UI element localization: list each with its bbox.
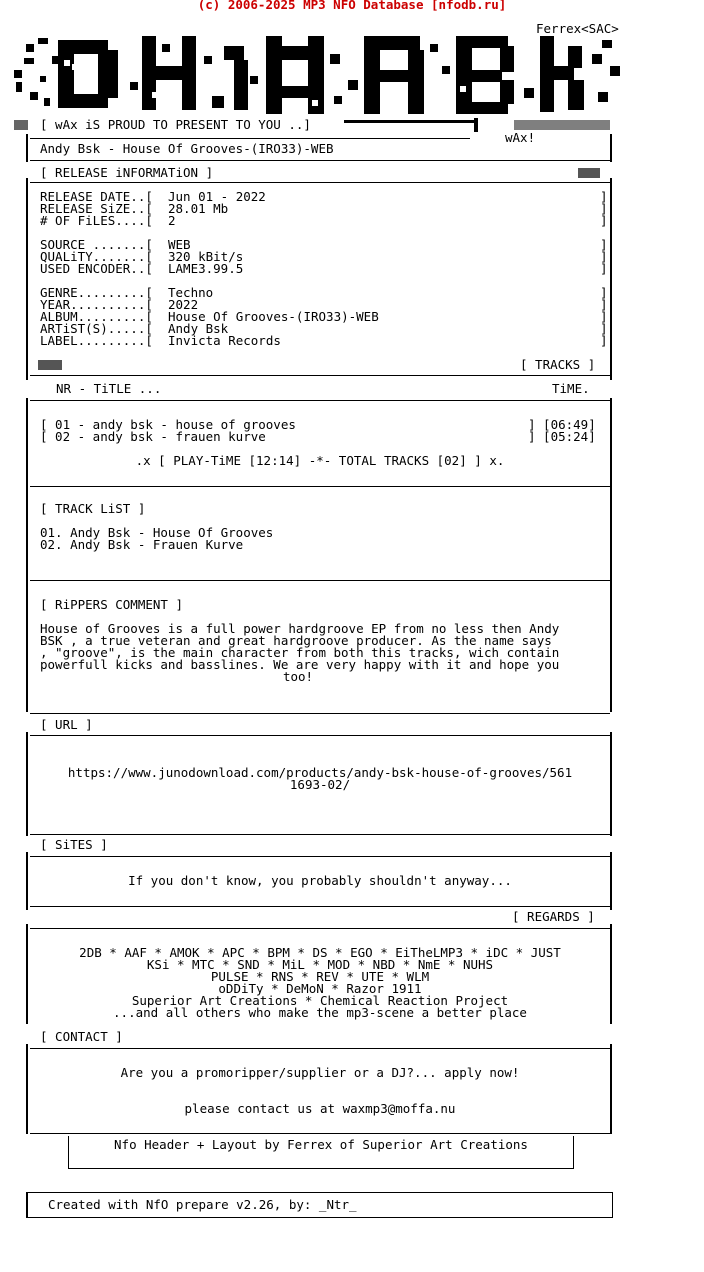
- info-value: WEB: [168, 237, 191, 252]
- sites-title: [ SiTES ]: [40, 837, 108, 852]
- nfodb-credit: (c) 2006-2025 MP3 NFO Database [nfodb.ru]: [197, 0, 507, 12]
- comment-line: too!: [282, 669, 314, 684]
- release-info-title: [ RELEASE iNFORMATiON ]: [40, 165, 214, 180]
- info-value: 2022: [168, 297, 199, 312]
- group-tag: wAx!: [505, 130, 536, 145]
- contact-line-1: Are you a promoripper/supplier or a DJ?... apply now!: [120, 1065, 520, 1080]
- regards-title: [ REGARDS ]: [512, 909, 595, 924]
- info-close-bracket: ]: [600, 321, 608, 336]
- track-row-1-time: ] [06:49]: [528, 417, 596, 432]
- info-key: GENRE.........[: [40, 285, 153, 300]
- info-close-bracket: ]: [600, 333, 608, 348]
- release-name: Andy Bsk - House Of Grooves-(IRO33)-WEB: [40, 141, 334, 156]
- info-value: 320 kBit/s: [168, 249, 244, 264]
- info-key: LABEL.........[: [40, 333, 153, 348]
- regards-line: 2DB * AAF * AMOK * APC * BPM * DS * EGO * EiTheLMP3 * iDC * JUST: [79, 945, 561, 960]
- info-close-bracket: ]: [600, 201, 608, 216]
- tracks-col-time: TiME.: [552, 381, 590, 396]
- track-row-1-title: [ 01 - andy bsk - house of grooves: [40, 417, 296, 432]
- created-with: Created with NfO prepare v2.26, by: _Ntr_: [48, 1197, 357, 1212]
- regards-line: Superior Art Creations * Chemical Reaction Project: [131, 993, 509, 1008]
- comment-line: powerfull kicks and basslines. We are very happy with it and hope you: [40, 657, 560, 672]
- info-value: Invicta Records: [168, 333, 281, 348]
- tracklist-title: [ TRACK LiST ]: [40, 501, 146, 516]
- info-close-bracket: ]: [600, 285, 608, 300]
- info-value: Jun 01 - 2022: [168, 189, 266, 204]
- layout-credit: Nfo Header + Layout by Ferrex of Superior Art Creations: [114, 1137, 528, 1152]
- comment-line: House of Grooves is a full power hardgroove EP from no less then Andy: [40, 621, 560, 636]
- tracklist-item-2: 02. Andy Bsk - Frauen Kurve: [40, 537, 244, 552]
- url-title: [ URL ]: [40, 717, 93, 732]
- info-close-bracket: ]: [600, 297, 608, 312]
- info-key: RELEASE SiZE..[: [40, 201, 153, 216]
- info-close-bracket: ]: [600, 261, 608, 276]
- info-key: QUALiTY.......[: [40, 249, 153, 264]
- info-key: USED ENCODER..[: [40, 261, 153, 276]
- header-artist-tag: Ferrex<SAC>: [536, 21, 619, 36]
- track-row-2-time: ] [05:24]: [528, 429, 596, 444]
- regards-line: ...and all others who make the mp3-scene a better place: [113, 1005, 527, 1020]
- info-value: 28.01 Mb: [168, 201, 229, 216]
- tracklist-item-1: 01. Andy Bsk - House Of Grooves: [40, 525, 274, 540]
- dither-block-2: [38, 360, 62, 370]
- wax-logo-art: [12, 36, 624, 116]
- url-line-1[interactable]: https://www.junodownload.com/products/andy-bsk-house-of-grooves/561: [67, 765, 573, 780]
- info-key: # OF FiLES....[: [40, 213, 153, 228]
- regards-line: oDDiTy * DeMoN * Razor 1911: [218, 981, 422, 996]
- info-key: SOURCE .......[: [40, 237, 153, 252]
- info-value: Andy Bsk: [168, 321, 229, 336]
- info-value: House Of Grooves-(IRO33)-WEB: [168, 309, 379, 324]
- comment-title: [ RiPPERS COMMENT ]: [40, 597, 183, 612]
- regards-line: KSi * MTC * SND * MiL * MOD * NBD * NmE * NUHS: [146, 957, 494, 972]
- info-key: ALBUM.........[: [40, 309, 153, 324]
- info-close-bracket: ]: [600, 249, 608, 264]
- contact-line-2[interactable]: please contact us at waxmp3@moffa.nu: [184, 1101, 456, 1116]
- sites-text: If you don't know, you probably shouldn't anyway...: [128, 873, 512, 888]
- info-key: RELEASE DATE..[: [40, 189, 153, 204]
- info-close-bracket: ]: [600, 237, 608, 252]
- tracks-col-title: NR - TiTLE ...: [56, 381, 162, 396]
- proud-line: [ wAx iS PROUD TO PRESENT TO YOU ..]: [40, 117, 311, 132]
- regards-line: PULSE * RNS * REV * UTE * WLM: [210, 969, 430, 984]
- url-line-2[interactable]: 1693-02/: [289, 777, 351, 792]
- info-close-bracket: ]: [600, 189, 608, 204]
- info-close-bracket: ]: [600, 213, 608, 228]
- info-close-bracket: ]: [600, 309, 608, 324]
- info-key: ARTiST(S).....[: [40, 321, 153, 336]
- comment-line: BSK , a true veteran and great hardgroove producer. As the name says: [40, 633, 552, 648]
- tracks-summary: .x [ PLAY-TiME [12:14] -*- TOTAL TRACKS [02] ] x.: [135, 453, 505, 468]
- contact-title: [ CONTACT ]: [40, 1029, 123, 1044]
- info-value: 2: [168, 213, 176, 228]
- dither-block: [578, 168, 600, 178]
- info-key: YEAR..........[: [40, 297, 153, 312]
- tracks-title: [ TRACKS ]: [520, 357, 596, 372]
- comment-line: , "groove", is the main character from both this tracks, wich contain: [40, 645, 560, 660]
- track-row-2-title: [ 02 - andy bsk - frauen kurve: [40, 429, 266, 444]
- info-value: Techno: [168, 285, 214, 300]
- info-value: LAME3.99.5: [168, 261, 244, 276]
